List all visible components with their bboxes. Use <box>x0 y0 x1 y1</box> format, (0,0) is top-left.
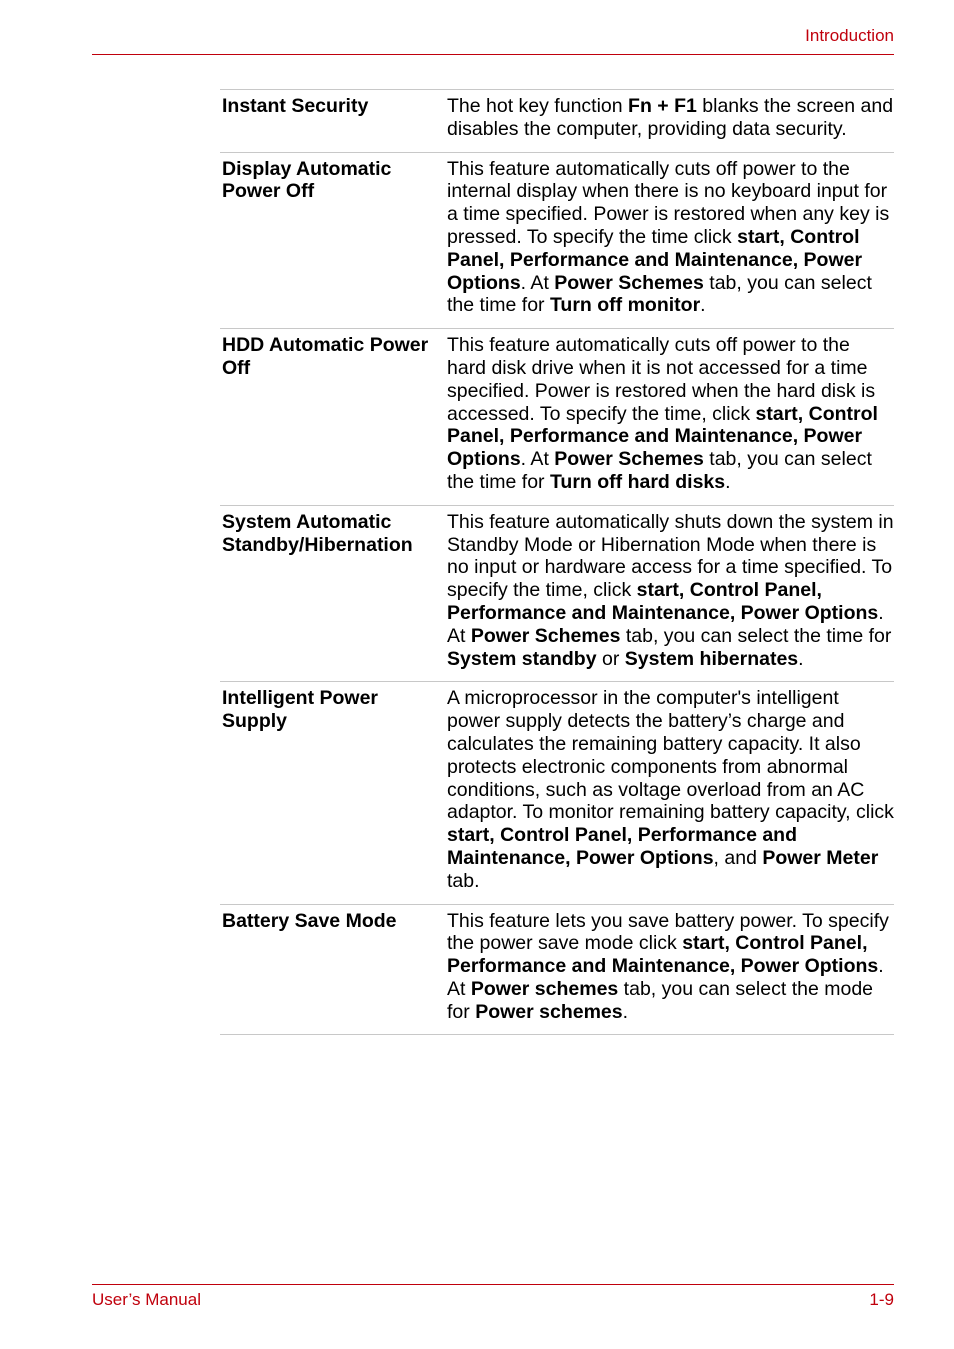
table-row <box>220 90 894 153</box>
description-bold-text: start, Control Panel, Performance and Maintenance, Power Options <box>447 932 879 978</box>
description-bold-text: Turn off monitor <box>549 294 701 317</box>
page-footer <box>0 1280 954 1320</box>
header-divider <box>92 54 894 55</box>
description-text: tab, you can select the mode for <box>447 977 874 1023</box>
feature-term: Instant Security <box>222 95 369 117</box>
feature-description <box>444 95 894 141</box>
description-text: . At <box>520 448 555 471</box>
feature-table <box>220 89 894 1035</box>
section-title: Introduction <box>805 26 894 45</box>
description-bold-text: Power schemes <box>470 977 619 1000</box>
description-text: . <box>725 470 731 493</box>
description-bold-text: System standby <box>447 647 597 670</box>
feature-description <box>444 511 894 671</box>
feature-term: System Automatic Standby/Hibernation <box>222 510 413 556</box>
description-text: A microprocessor in the computer's intelligent power supply detects the battery’s charge and calculates the remaining battery capacity. It also protects electronic components from abnormal conditions, such as voltage overload from an AC adaptor. To monitor remaining battery capacity, click <box>447 687 894 824</box>
description-text: tab, you can select the time for <box>447 448 872 493</box>
description-bold-text: Fn + F1 <box>628 95 697 117</box>
description-text: . <box>798 647 804 670</box>
description-bold-text: Turn off hard disks <box>549 470 726 493</box>
description-bold-text: Power Meter <box>762 846 879 869</box>
page-number: 1-9 <box>869 1290 894 1309</box>
feature-description <box>444 334 894 494</box>
feature-term: Battery Save Mode <box>222 909 397 932</box>
description-text: tab, you can select the time for <box>447 271 872 317</box>
description-bold-text: Power Schemes <box>470 624 621 647</box>
table-row <box>220 682 894 904</box>
description-bold-text: Power Schemes <box>554 448 704 471</box>
description-bold-text: start, Control Panel, Performance and Maintenance, Power Options <box>447 225 863 294</box>
description-text: . <box>622 1000 629 1023</box>
feature-term: Display Automatic Power Off <box>222 157 392 203</box>
table-row <box>220 905 894 1036</box>
manual-title: User’s Manual <box>92 1290 201 1309</box>
feature-description <box>444 687 894 892</box>
description-text: This feature automatically cuts off power to the hard disk drive when it is not accessed for a time specified. Power is restored when the hard disk is accessed. To specify the time, click <box>447 334 876 425</box>
feature-term: Intelligent Power Supply <box>222 687 379 733</box>
description-text: This feature automatically shuts down the system in Standby Mode or Hibernation Mode when there is no input or hardware access for a time specified. To specify the time, click <box>447 510 894 602</box>
table-row <box>220 329 894 506</box>
description-text: tab. <box>447 869 480 892</box>
description-text: , and <box>713 846 763 869</box>
description-text: tab, you can select the time for <box>620 624 892 647</box>
description-text: This feature automatically cuts off power to the internal display when there is no keyboard input for a time specified. Power is restored when any key is pressed. To specify the time click <box>447 157 890 248</box>
description-text: The hot key function <box>447 95 629 117</box>
description-text: This feature lets you save battery power. To specify the power save mode click <box>447 909 889 955</box>
description-bold-text: System hibernates <box>624 647 799 670</box>
description-text: . At <box>447 955 884 1000</box>
description-text: . At <box>520 271 555 294</box>
description-bold-text: start, Control Panel, Performance and Maintenance, Power Options <box>447 579 879 624</box>
description-bold-text: Power Schemes <box>554 271 704 294</box>
description-bold-text: start, Control Panel, Performance and Maintenance, Power Options <box>447 402 878 471</box>
description-text: blanks the screen and disables the computer, providing data security. <box>447 95 894 140</box>
page-header <box>0 0 954 60</box>
feature-term: HDD Automatic Power Off <box>222 334 429 379</box>
feature-description <box>444 158 894 318</box>
feature-description <box>444 910 894 1024</box>
description-text: . At <box>447 601 884 647</box>
description-bold-text: start, Control Panel, Performance and Maintenance, Power Options <box>447 824 798 869</box>
description-text: or <box>596 647 625 670</box>
description-text: . <box>700 294 706 317</box>
footer-divider <box>92 1284 894 1285</box>
table-row <box>220 506 894 683</box>
table-row <box>220 153 894 330</box>
description-bold-text: Power schemes <box>475 1000 623 1023</box>
